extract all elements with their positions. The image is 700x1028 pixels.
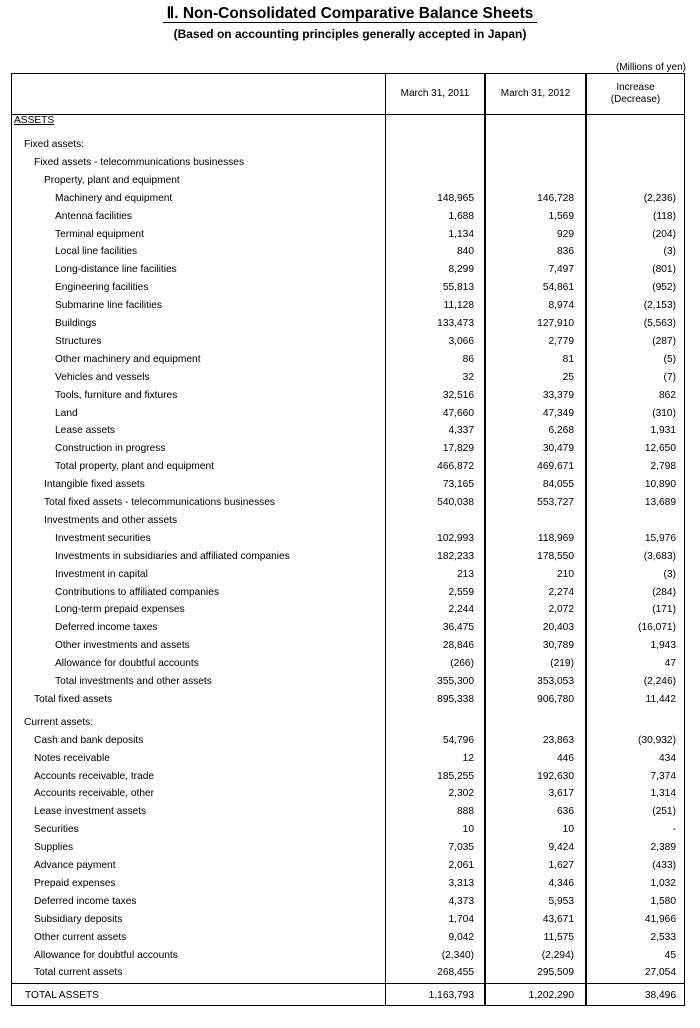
value-2012: 353,053 xyxy=(537,676,574,687)
value-2011: 10 xyxy=(462,824,474,836)
value-2011: 1,704 xyxy=(448,913,474,925)
value-change: - xyxy=(672,824,676,836)
row-label: Fixed assets: xyxy=(24,139,85,150)
table-row xyxy=(12,208,684,226)
row-label: Buildings xyxy=(55,318,97,329)
value-2011: 55,813 xyxy=(442,282,474,294)
value-change: 1,943 xyxy=(650,640,676,652)
table-row xyxy=(12,714,684,732)
value-2012: 84,055 xyxy=(542,479,574,491)
row-label: Total fixed assets - telecommunications businesses xyxy=(44,497,276,508)
table-row xyxy=(12,673,684,691)
value-2012: 836 xyxy=(557,246,574,258)
value-change: 47 xyxy=(664,658,676,670)
value-2011: 8,299 xyxy=(448,264,474,276)
row-label: Terminal equipment xyxy=(55,228,144,240)
value-2012: 7,497 xyxy=(548,264,574,276)
row-label: Antenna facilities xyxy=(55,210,133,222)
value-2012: 9,424 xyxy=(548,842,574,854)
value-2011: 32 xyxy=(462,371,474,383)
table-row xyxy=(12,803,684,821)
table-row xyxy=(12,458,684,476)
value-2012: 210 xyxy=(557,568,574,580)
row-label: Supplies xyxy=(34,842,74,854)
value-2011: (2,340) xyxy=(441,949,474,961)
value-2011: 2,061 xyxy=(448,860,474,871)
row-label: Construction in progress xyxy=(55,443,166,455)
page-title: Ⅱ. Non-Consolidated Comparative Balance Sheets xyxy=(0,4,700,23)
value-2012: 81 xyxy=(562,353,574,365)
row-label: Total current assets xyxy=(34,967,123,979)
row-label: Investment securities xyxy=(55,532,151,544)
table-row xyxy=(12,732,684,750)
value-2012: 23,863 xyxy=(542,734,574,746)
value-2012: 178,550 xyxy=(537,550,574,562)
value-change: 2,533 xyxy=(650,931,676,943)
table-row xyxy=(12,857,684,875)
total-row xyxy=(12,987,684,1005)
value-2011: 2,244 xyxy=(448,604,474,616)
table-row xyxy=(12,261,684,279)
value-2012: 192,630 xyxy=(537,770,574,782)
value-2011: 466,872 xyxy=(437,461,474,473)
row-label: Land xyxy=(55,407,78,419)
value-2011: 1,688 xyxy=(448,210,474,222)
column-header-2012: March 31, 2012 xyxy=(500,88,571,99)
value-2011: 148,965 xyxy=(437,192,474,204)
row-label: Accounts receivable, trade xyxy=(34,770,155,782)
value-change: 41,966 xyxy=(644,913,676,925)
table-row xyxy=(12,422,684,440)
row-label: Long-term prepaid expenses xyxy=(55,604,185,616)
value-2012: (2,294) xyxy=(541,949,574,961)
value-change: 1,032 xyxy=(650,877,676,889)
row-label: Allowance for doubtful accounts xyxy=(34,949,178,961)
table-row xyxy=(12,279,684,297)
value-2011: 54,796 xyxy=(442,734,474,746)
row-label: Engineering facilities xyxy=(55,282,149,294)
row-label: Notes receivable xyxy=(34,752,110,764)
value-change: (5,563) xyxy=(643,318,676,329)
row-label: Lease investment assets xyxy=(34,806,147,818)
table-row xyxy=(12,655,684,673)
total-divider xyxy=(12,983,684,984)
value-change: 27,054 xyxy=(644,967,676,979)
value-2012: 10 xyxy=(562,824,574,836)
table-row xyxy=(12,785,684,803)
value-2011: 4,337 xyxy=(448,425,474,437)
row-label: Intangible fixed assets xyxy=(44,479,145,491)
value-change: (3) xyxy=(663,246,676,258)
value-change: 15,976 xyxy=(644,532,676,544)
value-change: 45 xyxy=(664,949,676,961)
value-2011: 2,559 xyxy=(448,586,474,598)
table-row xyxy=(12,875,684,893)
value-change: 434 xyxy=(659,752,676,764)
value-2012: 20,403 xyxy=(542,622,574,634)
value-2012: 54,861 xyxy=(542,282,574,294)
value-change: 1,580 xyxy=(650,895,676,907)
row-label: Current assets: xyxy=(24,716,94,728)
value-2011: 1,134 xyxy=(448,228,474,240)
value-2012: 2,779 xyxy=(548,335,574,347)
value-change: 2,389 xyxy=(650,842,676,854)
table-row xyxy=(12,637,684,655)
table-row xyxy=(12,512,684,530)
value-change: 7,374 xyxy=(650,770,676,782)
value-2011: 3,066 xyxy=(448,335,474,347)
value-change: (30,932) xyxy=(638,734,676,746)
row-label: Total fixed assets xyxy=(34,693,113,705)
row-label: Other investments and assets xyxy=(55,640,190,652)
value-2012: 3,617 xyxy=(548,788,574,800)
value-2012: 11,575 xyxy=(543,931,574,943)
value-change: (3,683) xyxy=(643,550,676,562)
row-label: Cash and bank deposits xyxy=(34,734,144,746)
value-change: (118) xyxy=(652,210,676,222)
table-row xyxy=(12,226,684,244)
table-row xyxy=(12,566,684,584)
table-row xyxy=(12,440,684,458)
value-change: (7) xyxy=(663,371,676,383)
value-2012: 127,910 xyxy=(537,318,574,329)
value-2012: 929 xyxy=(557,228,574,240)
row-label: Contributions to affiliated companies xyxy=(55,586,220,598)
value-2011: 7,035 xyxy=(448,842,474,854)
row-label: Tools, furniture and fixtures xyxy=(55,389,178,401)
table-row xyxy=(12,530,684,548)
table-row xyxy=(12,601,684,619)
row-label: Fixed assets - telecommunications businesses xyxy=(34,156,245,168)
value-2011: 540,038 xyxy=(437,497,474,508)
row-label: Deferred income taxes xyxy=(55,622,158,634)
table-row xyxy=(12,333,684,351)
table-row xyxy=(12,964,684,982)
value-2012: 33,379 xyxy=(542,389,574,401)
row-label: Total investments and other assets xyxy=(55,676,212,687)
value-2011: 133,473 xyxy=(437,318,474,329)
table-row xyxy=(12,494,684,512)
value-2011: 3,313 xyxy=(448,877,474,889)
value-2012: 1,627 xyxy=(548,860,574,871)
row-label: Other current assets xyxy=(34,931,127,943)
column-header-2011: March 31, 2011 xyxy=(400,88,470,99)
value-2011: 4,373 xyxy=(448,895,474,907)
value-change: 862 xyxy=(659,389,676,401)
table-row xyxy=(12,243,684,261)
value-2011: 268,455 xyxy=(437,967,474,979)
value-change: (2,246) xyxy=(643,676,676,687)
value-2012: 2,274 xyxy=(548,586,574,598)
value-2012: 1,569 xyxy=(548,210,574,222)
value-change: (310) xyxy=(652,407,676,419)
value-2012: 118,969 xyxy=(537,532,574,544)
table-row xyxy=(12,893,684,911)
row-label: Local line facilities xyxy=(55,246,138,258)
table-row xyxy=(12,476,684,494)
value-2011: 11,128 xyxy=(443,300,474,312)
value-2012: 6,268 xyxy=(548,425,574,437)
row-label: Accounts receivable, other xyxy=(34,788,155,800)
value-2012: 636 xyxy=(557,806,574,818)
value-change: (2,236) xyxy=(643,192,676,204)
value-2011: 213 xyxy=(457,568,474,580)
row-label: Machinery and equipment xyxy=(55,192,173,204)
value-2011: 86 xyxy=(462,353,474,365)
table-row xyxy=(12,136,684,154)
value-change: (433) xyxy=(652,860,676,871)
value-2012: 30,789 xyxy=(542,640,574,652)
value-2011: 17,829 xyxy=(442,443,474,455)
table-row xyxy=(12,548,684,566)
row-label: Property, plant and equipment xyxy=(44,174,180,186)
table-row xyxy=(12,351,684,369)
table-row xyxy=(12,369,684,387)
row-label: Securities xyxy=(34,824,79,836)
row-label: Total property, plant and equipment xyxy=(55,461,214,473)
value-2012: 25 xyxy=(562,371,574,383)
value-2012: (219) xyxy=(550,658,574,670)
value-change: (284) xyxy=(652,586,676,598)
table-row xyxy=(12,929,684,947)
balance-sheet-table xyxy=(11,73,685,1006)
value-2011: 840 xyxy=(457,246,474,258)
row-label: Investments and other assets xyxy=(44,514,178,526)
value-2012: 1,202,290 xyxy=(528,990,574,1001)
value-change: (287) xyxy=(652,335,676,347)
value-2012: 295,509 xyxy=(537,967,574,979)
value-2011: 36,475 xyxy=(442,622,474,634)
table-row xyxy=(12,691,684,709)
value-2011: 102,993 xyxy=(437,532,474,544)
table-row xyxy=(12,154,684,172)
table-row xyxy=(12,947,684,965)
value-2011: 32,516 xyxy=(442,389,474,401)
row-label: Vehicles and vessels xyxy=(55,371,150,383)
value-2012: 4,346 xyxy=(548,877,574,889)
value-change: (171) xyxy=(652,604,676,616)
page-subtitle: (Based on accounting principles generally accepted in Japan) xyxy=(173,27,527,41)
value-2012: 8,974 xyxy=(548,300,574,312)
table-row xyxy=(12,387,684,405)
value-2012: 553,727 xyxy=(537,497,574,508)
table-row xyxy=(12,839,684,857)
value-change: 2,798 xyxy=(650,461,676,473)
value-2011: 9,042 xyxy=(448,931,474,943)
value-2012: 446 xyxy=(557,752,574,764)
row-label: Allowance for doubtful accounts xyxy=(55,658,199,670)
table-row xyxy=(12,584,684,602)
value-2011: 355,300 xyxy=(437,676,474,687)
table-row xyxy=(12,315,684,333)
value-2012: 469,671 xyxy=(537,461,574,473)
value-change: (3) xyxy=(663,568,676,580)
value-2012: 30,479 xyxy=(542,443,574,455)
value-change: (952) xyxy=(652,282,676,294)
value-2012: 2,072 xyxy=(548,604,574,616)
value-2011: 28,846 xyxy=(442,640,474,652)
table-row xyxy=(12,172,684,190)
value-2011: (266) xyxy=(450,658,474,670)
value-2011: 895,338 xyxy=(437,693,474,705)
value-change: (251) xyxy=(652,806,676,818)
value-change: 12,650 xyxy=(644,443,676,455)
row-label: Investments in subsidiaries and affiliated companies xyxy=(55,550,290,562)
value-2011: 12 xyxy=(462,752,474,764)
value-2012: 47,349 xyxy=(542,407,574,419)
table-row xyxy=(12,297,684,315)
value-2012: 43,671 xyxy=(542,913,574,925)
row-label: Long-distance line facilities xyxy=(55,264,177,276)
value-2011: 47,660 xyxy=(442,407,474,419)
value-2011: 182,233 xyxy=(437,550,474,562)
table-row xyxy=(12,405,684,423)
row-label: Subsidiary deposits xyxy=(34,913,123,925)
row-label: Advance payment xyxy=(34,860,116,871)
value-2011: 888 xyxy=(457,806,474,818)
value-change: (5) xyxy=(663,353,676,365)
row-label: Deferred income taxes xyxy=(34,895,137,907)
column-header-change: Increase (Decrease) xyxy=(610,82,661,105)
value-2012: 906,780 xyxy=(537,693,574,705)
table-row xyxy=(12,750,684,768)
section-header-assets: ASSETS xyxy=(14,115,55,126)
value-2011: 1,163,793 xyxy=(428,990,474,1001)
header-divider xyxy=(12,114,684,115)
value-2011: 2,302 xyxy=(448,788,474,800)
table-row xyxy=(12,619,684,637)
row-label: Prepaid expenses xyxy=(34,877,116,889)
value-change: (2,153) xyxy=(643,300,676,312)
row-label: TOTAL ASSETS xyxy=(25,990,99,1001)
table-row xyxy=(12,768,684,786)
value-change: 10,890 xyxy=(644,479,676,491)
value-2012: 146,728 xyxy=(537,192,574,204)
row-label: Submarine line facilities xyxy=(55,300,163,312)
value-change: 13,689 xyxy=(644,497,676,508)
row-label: Structures xyxy=(55,335,102,347)
value-change: (801) xyxy=(652,264,676,276)
value-2011: 73,165 xyxy=(442,479,474,491)
value-change: 11,442 xyxy=(645,693,676,705)
value-change: (204) xyxy=(652,228,676,240)
table-row xyxy=(12,190,684,208)
units-note: (Millions of yen) xyxy=(615,62,686,73)
value-2011: 185,255 xyxy=(437,770,474,782)
value-change: 38,496 xyxy=(644,990,676,1001)
row-label: Lease assets xyxy=(55,425,116,437)
table-row xyxy=(12,821,684,839)
row-label: Other machinery and equipment xyxy=(55,353,201,365)
table-row xyxy=(12,911,684,929)
value-change: (16,071) xyxy=(638,622,676,634)
row-label: Investment in capital xyxy=(55,568,148,580)
value-change: 1,314 xyxy=(650,788,676,800)
value-2012: 5,953 xyxy=(548,895,574,907)
value-change: 1,931 xyxy=(650,425,676,437)
